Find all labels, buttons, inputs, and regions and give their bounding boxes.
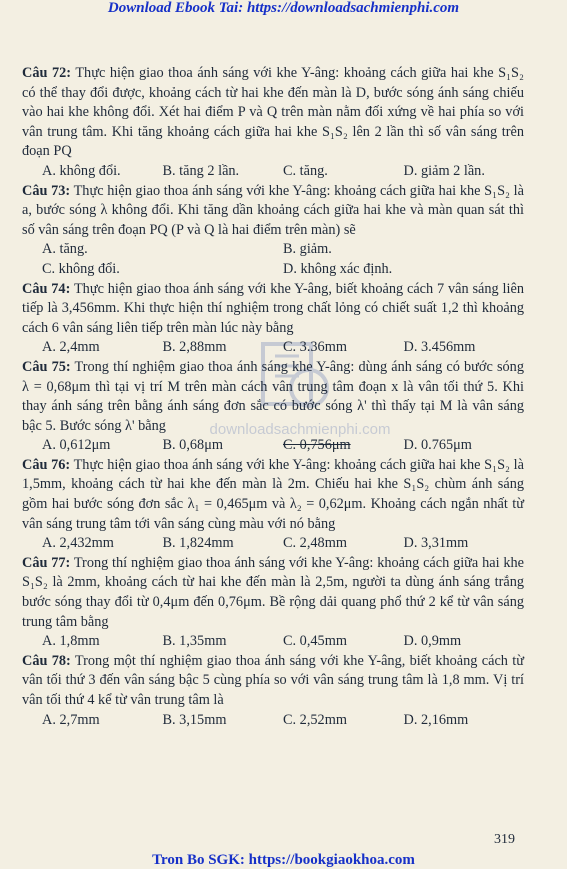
option-c: C. tăng. bbox=[283, 162, 328, 179]
question-78 bbox=[22, 652, 524, 730]
option-c: C. không đổi. bbox=[42, 260, 120, 277]
option-a: A. tăng. bbox=[42, 241, 88, 258]
option-c: C. 2,48mm bbox=[283, 535, 347, 552]
options bbox=[22, 240, 524, 260]
footer-sgk-link[interactable]: Tron Bo SGK: https://bookgiaokhoa.com bbox=[152, 852, 415, 868]
option-d: D. 3.456mm bbox=[403, 339, 476, 356]
options bbox=[22, 338, 524, 358]
options bbox=[22, 632, 524, 652]
option-b: B. giảm. bbox=[283, 241, 332, 258]
option-c: C. 0,45mm bbox=[283, 633, 347, 650]
option-b: B. 1,824mm bbox=[162, 535, 234, 552]
question-74 bbox=[22, 280, 524, 358]
options bbox=[22, 260, 524, 280]
option-b: B. 0,68μm bbox=[162, 437, 223, 454]
option-c: C. 2,52mm bbox=[283, 711, 347, 728]
option-a: A. 1,8mm bbox=[42, 633, 100, 650]
question-text: Trong thí nghiệm giao thoa ánh sáng với khe Y-âng: khoảng cách giữa hai khe S₁S₂ là 2mm, khoảng cách từ hai khe đến màn là 2,5m, người ta dùng ánh sáng trắng bước sóng thay đổi từ 0,4μm đến 0,76μm. Bề rộng dải quang phổ thứ 2 kể từ vân sáng trung tâm bằng bbox=[22, 554, 524, 630]
option-a: A. 2,7mm bbox=[42, 711, 100, 728]
option-d: D. không xác định. bbox=[283, 260, 393, 277]
options bbox=[22, 162, 524, 182]
questions-content bbox=[22, 64, 524, 730]
question-77 bbox=[22, 554, 524, 652]
question-text: Thực hiện giao thoa ánh sáng với khe Y-âng: khoảng cách giữa hai khe S₁S₂ có thể thay đổi được, khoảng cách từ hai khe đến màn là D, bước sóng ánh sáng chiếu vào hai khe không đổi. Xét hai điểm P và Q trên màn nằm đối xứng về hai phía so với vân trung tâm. Khi tăng khoảng cách giữa hai khe S₁S₂ lên 2 lần thì số vân sáng trên đoạn PQ bbox=[22, 65, 524, 160]
option-a: A. không đổi. bbox=[42, 162, 121, 179]
question-number: Câu 75: bbox=[22, 358, 71, 375]
question-number: Câu 74: bbox=[22, 280, 71, 297]
question-number: Câu 76: bbox=[22, 456, 71, 473]
option-a: A. 2,432mm bbox=[42, 535, 114, 552]
page-number: 319 bbox=[494, 832, 515, 847]
option-d: D. 0,9mm bbox=[403, 633, 462, 650]
options bbox=[22, 711, 524, 731]
question-number: Câu 73: bbox=[22, 182, 71, 199]
question-number: Câu 78: bbox=[22, 652, 71, 669]
option-d: D. giảm 2 lần. bbox=[403, 162, 485, 179]
question-text: Trong thí nghiệm giao thoa ánh sáng khe Y-âng: dùng ánh sáng có bước sóng λ = 0,68μm thì tại vị trí M trên màn cách vân trung tâm đoạn x là vân tối thứ 5. Khi thay ánh sáng trên bằng ánh sáng đơn sắc có bước sóng λ' thì thấy tại M là vân sáng bậc 5. Bước sóng λ' bằng bbox=[22, 358, 524, 434]
question-number: Câu 77: bbox=[22, 554, 71, 571]
question-number: Câu 72: bbox=[22, 65, 72, 81]
question-72 bbox=[22, 64, 524, 182]
watermark-text: downloadsachmienphi.com bbox=[209, 421, 391, 438]
question-76 bbox=[22, 456, 524, 554]
question-73 bbox=[22, 182, 524, 280]
option-b: B. 2,88mm bbox=[162, 339, 227, 356]
option-d: D. 0.765μm bbox=[403, 437, 472, 454]
question-text: Trong một thí nghiệm giao thoa ánh sáng với khe Y-âng, biết khoảng cách từ vân tối thứ 3 đến vân sáng bậc 5 cùng phía so với vân sáng trung tâm là 1,8 mm. Vị trí vân tối thứ 4 kể từ vân trung tâm là bbox=[22, 652, 524, 708]
options bbox=[22, 436, 524, 456]
options bbox=[22, 534, 524, 554]
option-d: D. 3,31mm bbox=[403, 535, 469, 552]
question-text: Thực hiện giao thoa ánh sáng với khe Y-âng: khoảng cách giữa hai khe S₁S₂ là 1,5mm, khoảng cách từ hai khe đến màn là 2m. Chiếu hai khe S₁S₂ chùm ánh sáng gồm hai bước sóng đơn sắc λ₁ = 0,465μm và λ₂ = 0,62μm. Khoảng cách ngắn nhất từ vân sáng trung tâm tới vân sáng cùng màu với nó bằng bbox=[22, 456, 524, 532]
option-c: C. 0,756μm bbox=[283, 437, 351, 454]
option-a: A. 0,612μm bbox=[42, 437, 111, 454]
header-download-link[interactable]: Download Ebook Tai: https://downloadsachmienphi.com bbox=[107, 0, 460, 16]
question-text: Thực hiện giao thoa ánh sáng với khe Y-âng, biết khoảng cách 7 vân sáng liên tiếp là 3,456mm. Khi thực hiện thí nghiệm trong chất lỏng có chiết suất 1,2 thì khoảng cách 6 vân sáng liên tiếp trên màn lúc này bằng bbox=[22, 280, 524, 336]
option-a: A. 2,4mm bbox=[42, 339, 100, 356]
option-c: C. 3.36mm bbox=[283, 339, 347, 356]
option-b: B. 3,15mm bbox=[162, 711, 227, 728]
option-b: B. tăng 2 lần. bbox=[162, 162, 240, 179]
question-75 bbox=[22, 358, 524, 456]
option-d: D. 2,16mm bbox=[403, 711, 469, 728]
option-b: B. 1,35mm bbox=[162, 633, 227, 650]
question-text: Thực hiện giao thoa ánh sáng với khe Y-âng: khoảng cách giữa hai khe S₁S₂ là a, bước sóng λ không đổi. Khi tăng dần khoảng cách giữa hai khe và màn quan sát thì số vân sáng trên đoạn PQ (P và Q là hai điểm trên màn) sẽ bbox=[22, 182, 524, 238]
